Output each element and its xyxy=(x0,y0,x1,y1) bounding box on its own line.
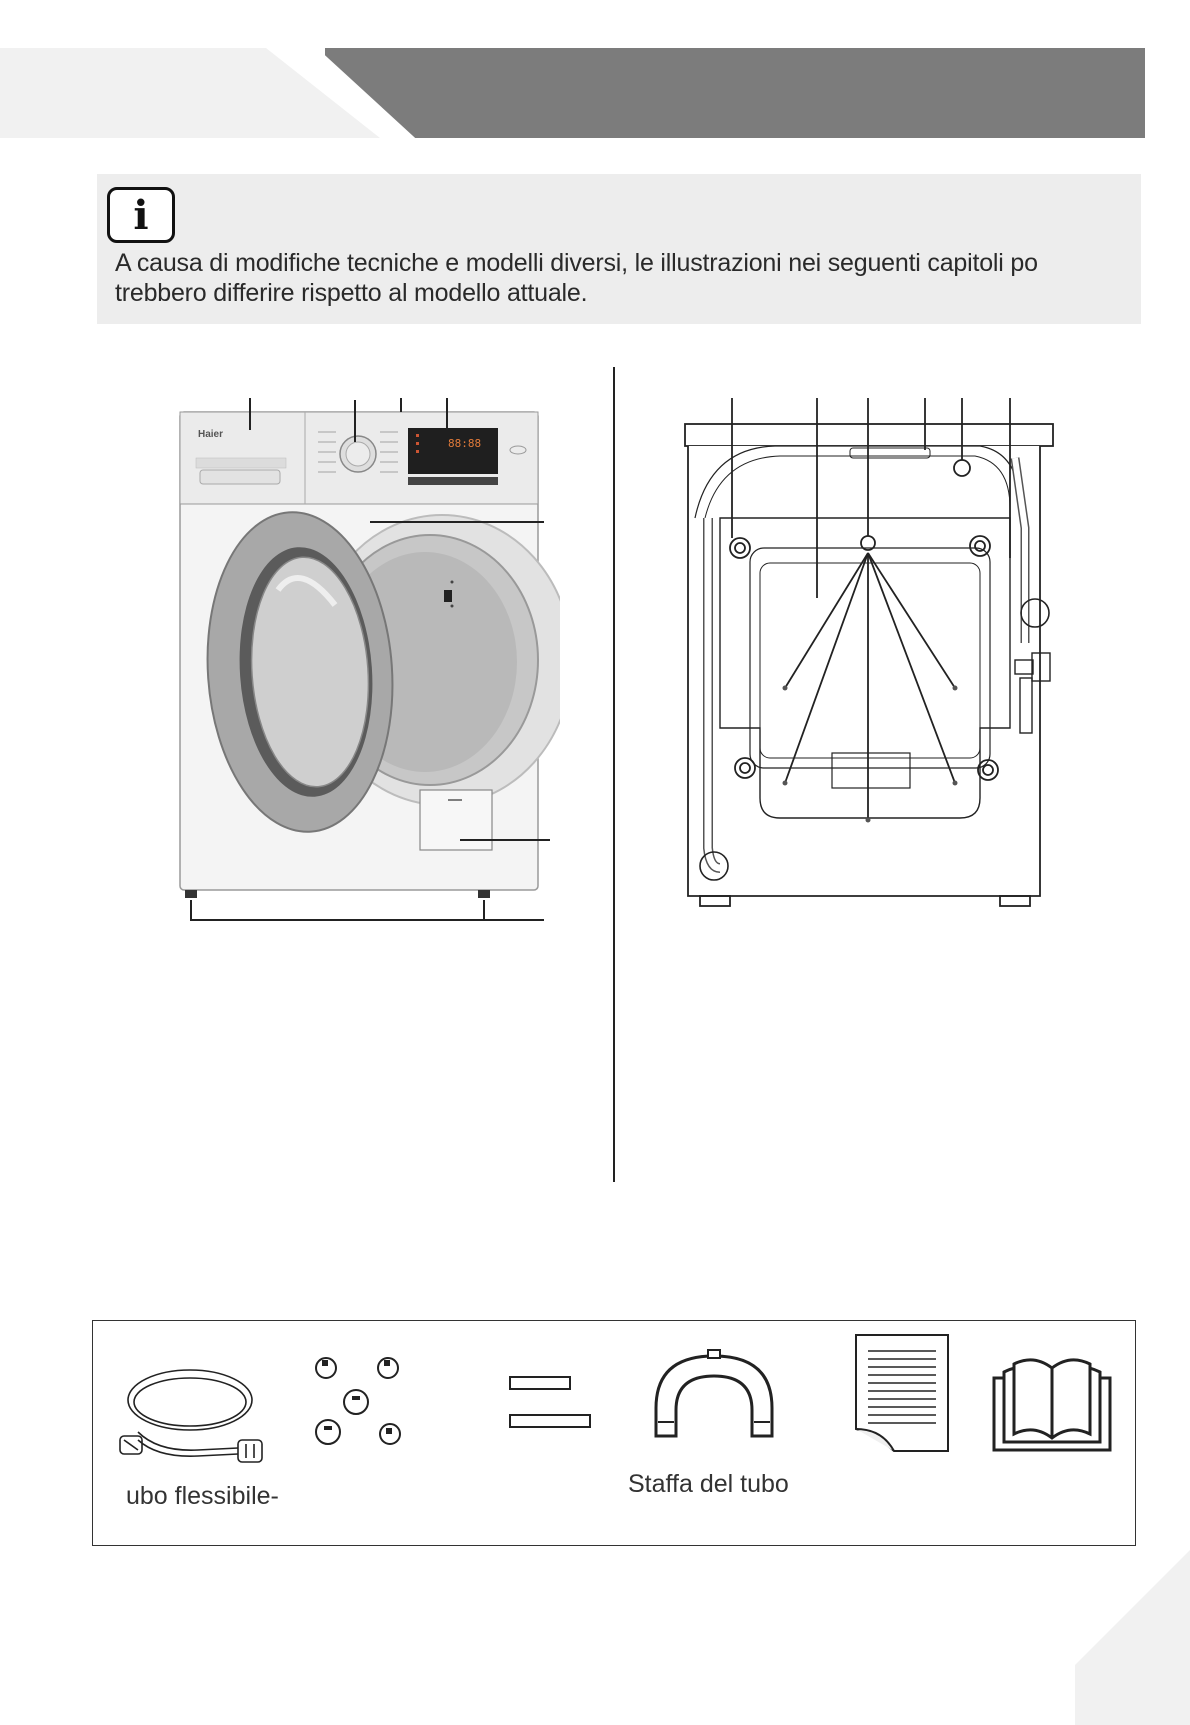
inlet-hose-label: ubo flessibile- xyxy=(126,1482,279,1510)
info-icon: i xyxy=(107,187,175,243)
washer-front-illustration xyxy=(160,390,560,930)
header-bar xyxy=(325,48,1145,138)
inlet-hose-icon xyxy=(118,1352,278,1470)
washer-back-illustration xyxy=(680,398,1080,910)
header-decoration-left xyxy=(0,48,380,138)
info-note-text: A causa di modifiche tecniche e modelli diversi, le illustrazioni nei seguenti capitoli po trebbero differire rispetto al modello attuale. xyxy=(115,249,1038,307)
display-panel xyxy=(408,428,498,474)
transport-caps-icon xyxy=(310,1352,420,1452)
corner-decoration xyxy=(1075,1525,1190,1725)
column-divider xyxy=(613,367,615,1182)
hose-bracket-label: Staffa del tubo xyxy=(628,1470,789,1498)
manual-book-icon xyxy=(990,1352,1114,1452)
hose-bracket-icon xyxy=(648,1348,780,1440)
display-digits: 88:88 xyxy=(448,437,482,450)
brand-logo: Haier xyxy=(198,429,224,440)
document-icon xyxy=(854,1333,950,1453)
cover-caps-icon xyxy=(508,1375,592,1435)
